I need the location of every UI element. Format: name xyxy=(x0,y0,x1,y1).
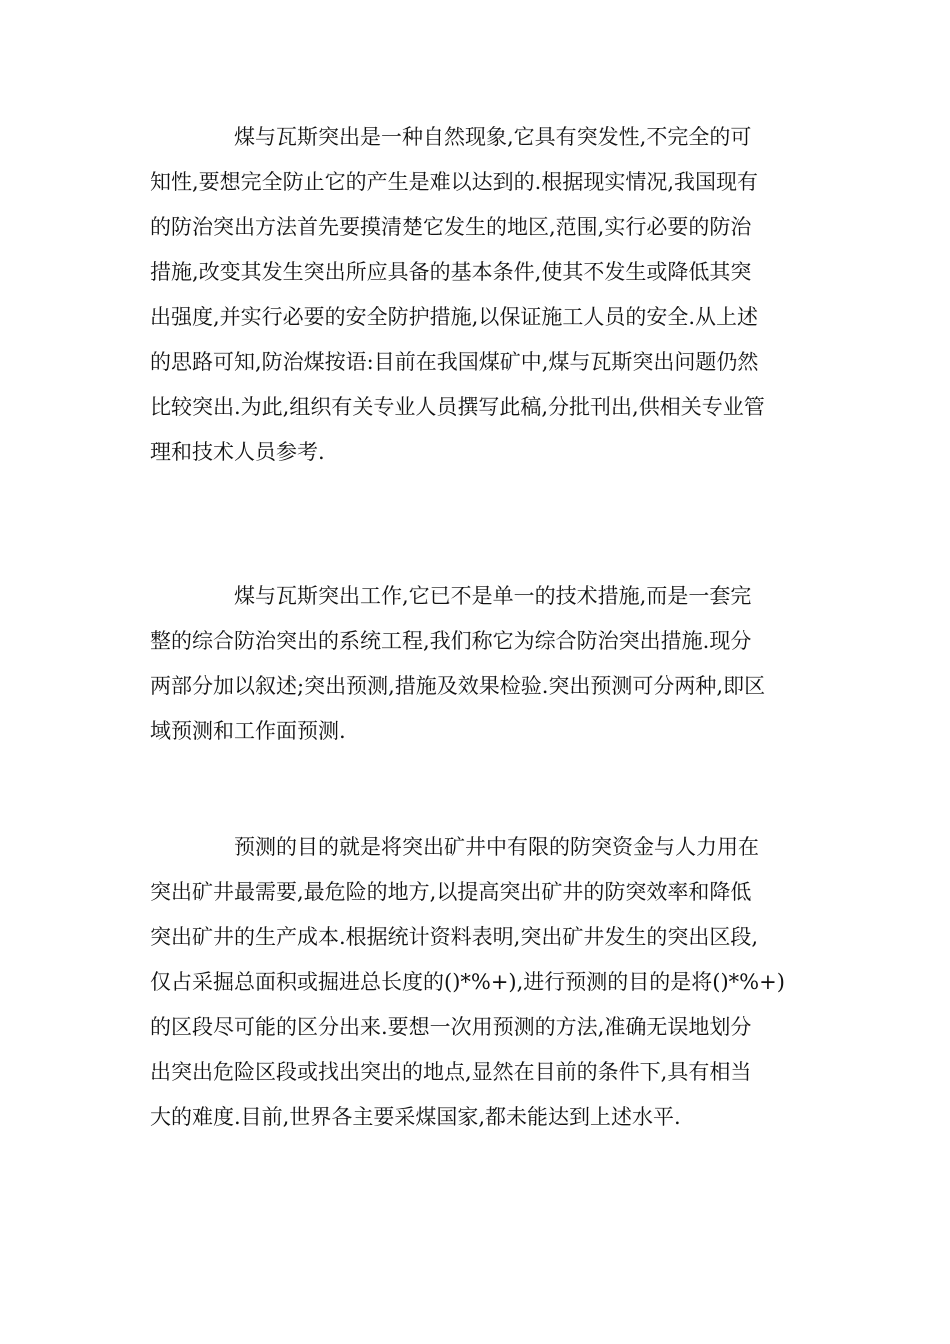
text-line: 仅占采掘总面积或掘进总长度的()*%+),进行预测的目的是将()*%+) xyxy=(150,970,785,994)
text-line: 域预测和工作面预测. xyxy=(150,719,346,743)
text-line: 煤与瓦斯突出工作,它已不是单一的技术措施,而是一套完 xyxy=(234,584,752,608)
paragraph-1 xyxy=(150,115,800,475)
text-line: 的防治突出方法首先要摸清楚它发生的地区,范围,实行必要的防治 xyxy=(150,215,752,239)
paragraph-2 xyxy=(150,574,800,754)
text-line: 的思路可知,防治煤按语:目前在我国煤矿中,煤与瓦斯突出问题仍然 xyxy=(150,350,759,374)
text-line: 整的综合防治突出的系统工程,我们称它为综合防治突出措施.现分 xyxy=(150,629,752,653)
text-line: 的区段尽可能的区分出来.要想一次用预测的方法,准确无误地划分 xyxy=(150,1015,752,1039)
text-line: 比较突出.为此,组织有关专业人员撰写此稿,分批刊出,供相关专业管 xyxy=(150,395,765,419)
text-line: 突出矿井最需要,最危险的地方,以提高突出矿井的防突效率和降低 xyxy=(150,880,752,904)
paragraph-3 xyxy=(150,825,800,1140)
text-line: 出突出危险区段或找出突出的地点,显然在目前的条件下,具有相当 xyxy=(150,1060,752,1084)
text-line: 两部分加以叙述;突出预测,措施及效果检验.突出预测可分两种,即区 xyxy=(150,674,766,698)
text-line: 理和技术人员参考. xyxy=(150,440,325,464)
text-line: 大的难度.目前,世界各主要采煤国家,都未能达到上述水平. xyxy=(150,1105,681,1129)
text-line: 突出矿井的生产成本.根据统计资料表明,突出矿井发生的突出区段, xyxy=(150,925,759,949)
text-line: 措施,改变其发生突出所应具备的基本条件,使其不发生或降低其突 xyxy=(150,260,752,284)
text-line: 知性,要想完全防止它的产生是难以达到的.根据现实情况,我国现有 xyxy=(150,170,759,194)
text-line: 煤与瓦斯突出是一种自然现象,它具有突发性,不完全的可 xyxy=(234,125,752,149)
text-line: 预测的目的就是将突出矿井中有限的防突资金与人力用在 xyxy=(234,835,759,859)
text-line: 出强度,并实行必要的安全防护措施,以保证施工人员的安全.从上述 xyxy=(150,305,759,329)
